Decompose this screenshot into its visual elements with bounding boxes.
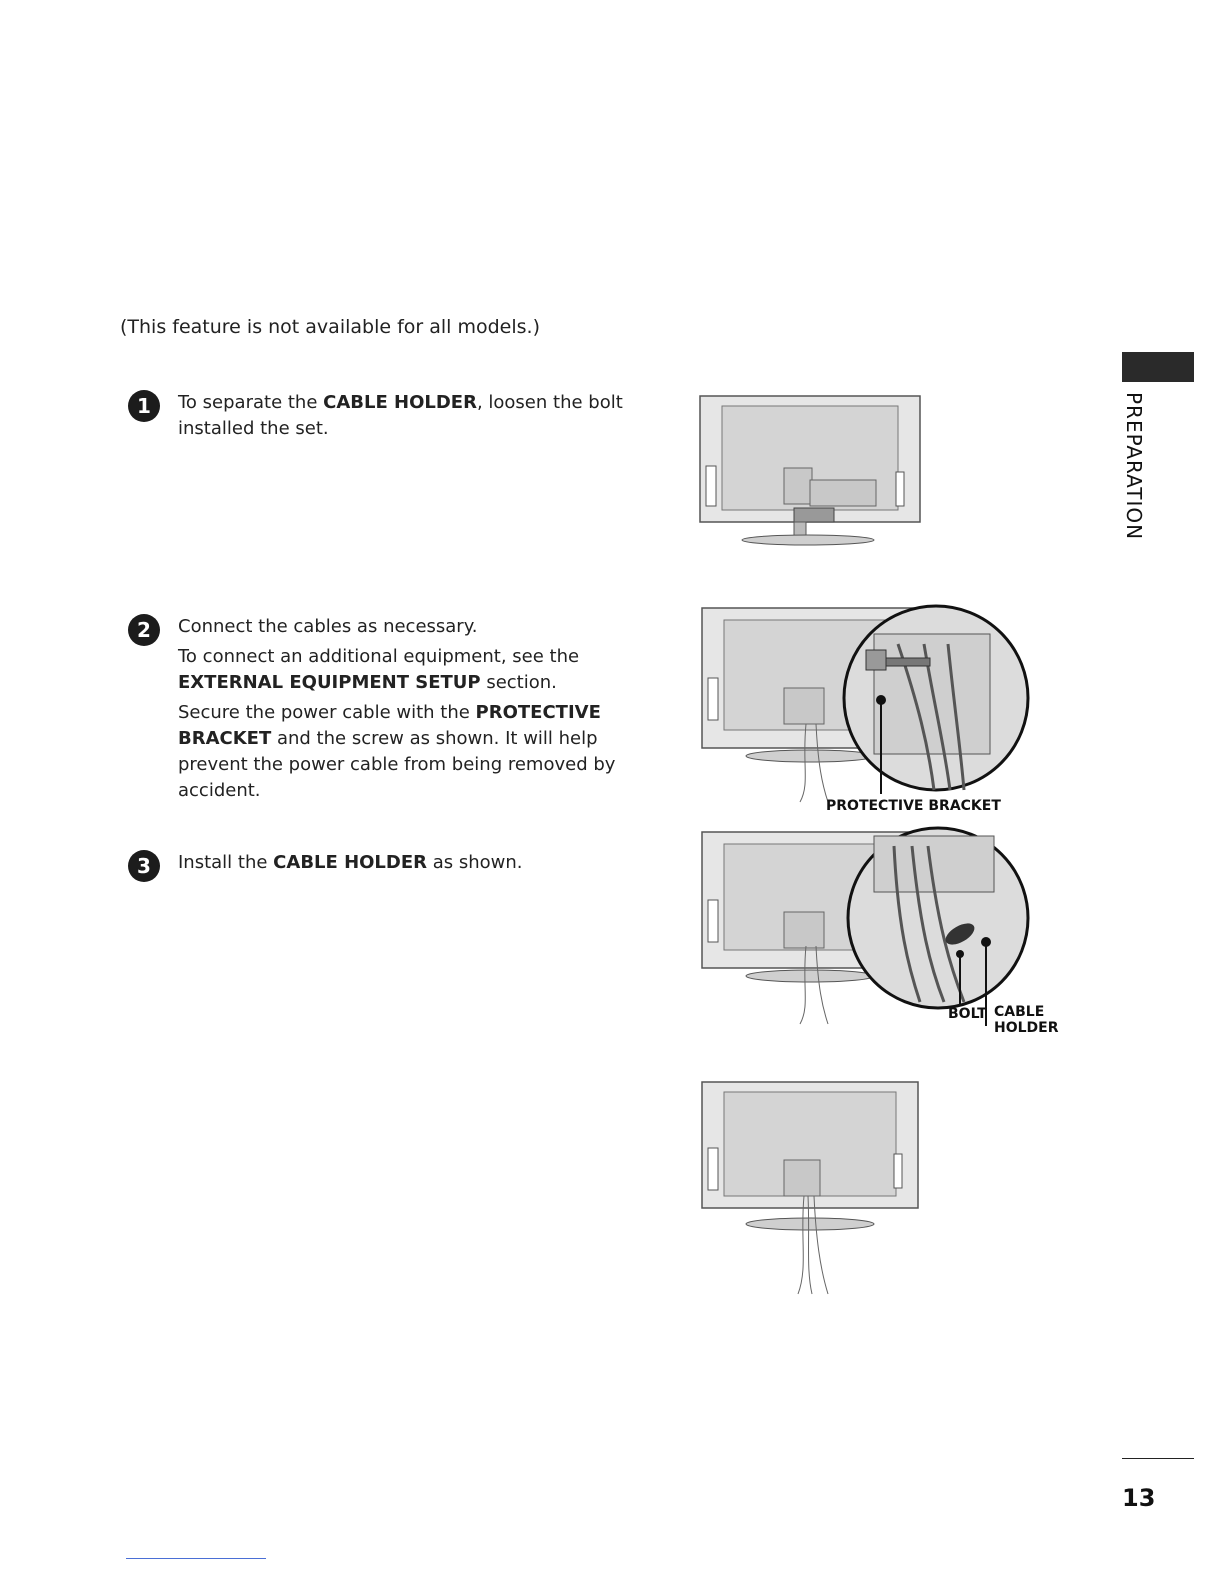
cable-holder-label-line2: HOLDER xyxy=(994,1020,1059,1036)
footer-link-underline xyxy=(126,1558,266,1559)
bold-term: CABLE HOLDER xyxy=(273,852,427,873)
step-text: Connect the cables as necessary. xyxy=(178,616,478,637)
cable-holder-label-line1: CABLE xyxy=(994,1004,1045,1020)
bold-term: EXTERNAL EQUIPMENT SETUP xyxy=(178,672,481,693)
step-text: , loosen the bolt installed the set. xyxy=(178,392,623,439)
step-text: To connect an additional equipment, see the xyxy=(178,646,580,667)
step-text: as shown. xyxy=(427,852,523,873)
step-text: To separate the xyxy=(178,392,324,413)
step-paragraph xyxy=(178,850,668,876)
step-1 xyxy=(128,390,668,446)
step-paragraph xyxy=(178,614,668,640)
protective-bracket-figure xyxy=(698,604,1038,804)
section-tab-marker xyxy=(1122,352,1194,382)
step-text: Install the xyxy=(178,852,274,873)
step-number-badge: 3 xyxy=(128,850,160,882)
step-text: section. xyxy=(480,672,557,693)
section-tab-label: PREPARATION xyxy=(1122,392,1146,541)
step-number-badge: 1 xyxy=(128,390,160,422)
footer-rule xyxy=(1122,1458,1194,1459)
tv-back-figure-1 xyxy=(698,394,924,550)
step-text: and the screw as shown. It will help prevent the power cable from being removed by accident. xyxy=(178,728,616,801)
bold-term: PROTECTIVE BRACKET xyxy=(178,702,601,749)
step-2 xyxy=(128,614,668,808)
step-3 xyxy=(128,850,668,880)
protective-bracket-label: PROTECTIVE BRACKET xyxy=(826,798,1001,814)
tv-back-figure-final xyxy=(698,1078,924,1298)
page-number: 13 xyxy=(1122,1484,1156,1512)
availability-note: (This feature is not available for all models.) xyxy=(120,316,541,338)
step-paragraph xyxy=(178,390,668,442)
step-number-badge: 2 xyxy=(128,614,160,646)
cable-holder-figure xyxy=(698,826,1038,1026)
step-paragraph xyxy=(178,700,668,804)
step-text: Secure the power cable with the xyxy=(178,702,476,723)
bolt-label: BOLT xyxy=(948,1006,987,1022)
bold-term: CABLE HOLDER xyxy=(323,392,477,413)
step-paragraph xyxy=(178,644,668,696)
